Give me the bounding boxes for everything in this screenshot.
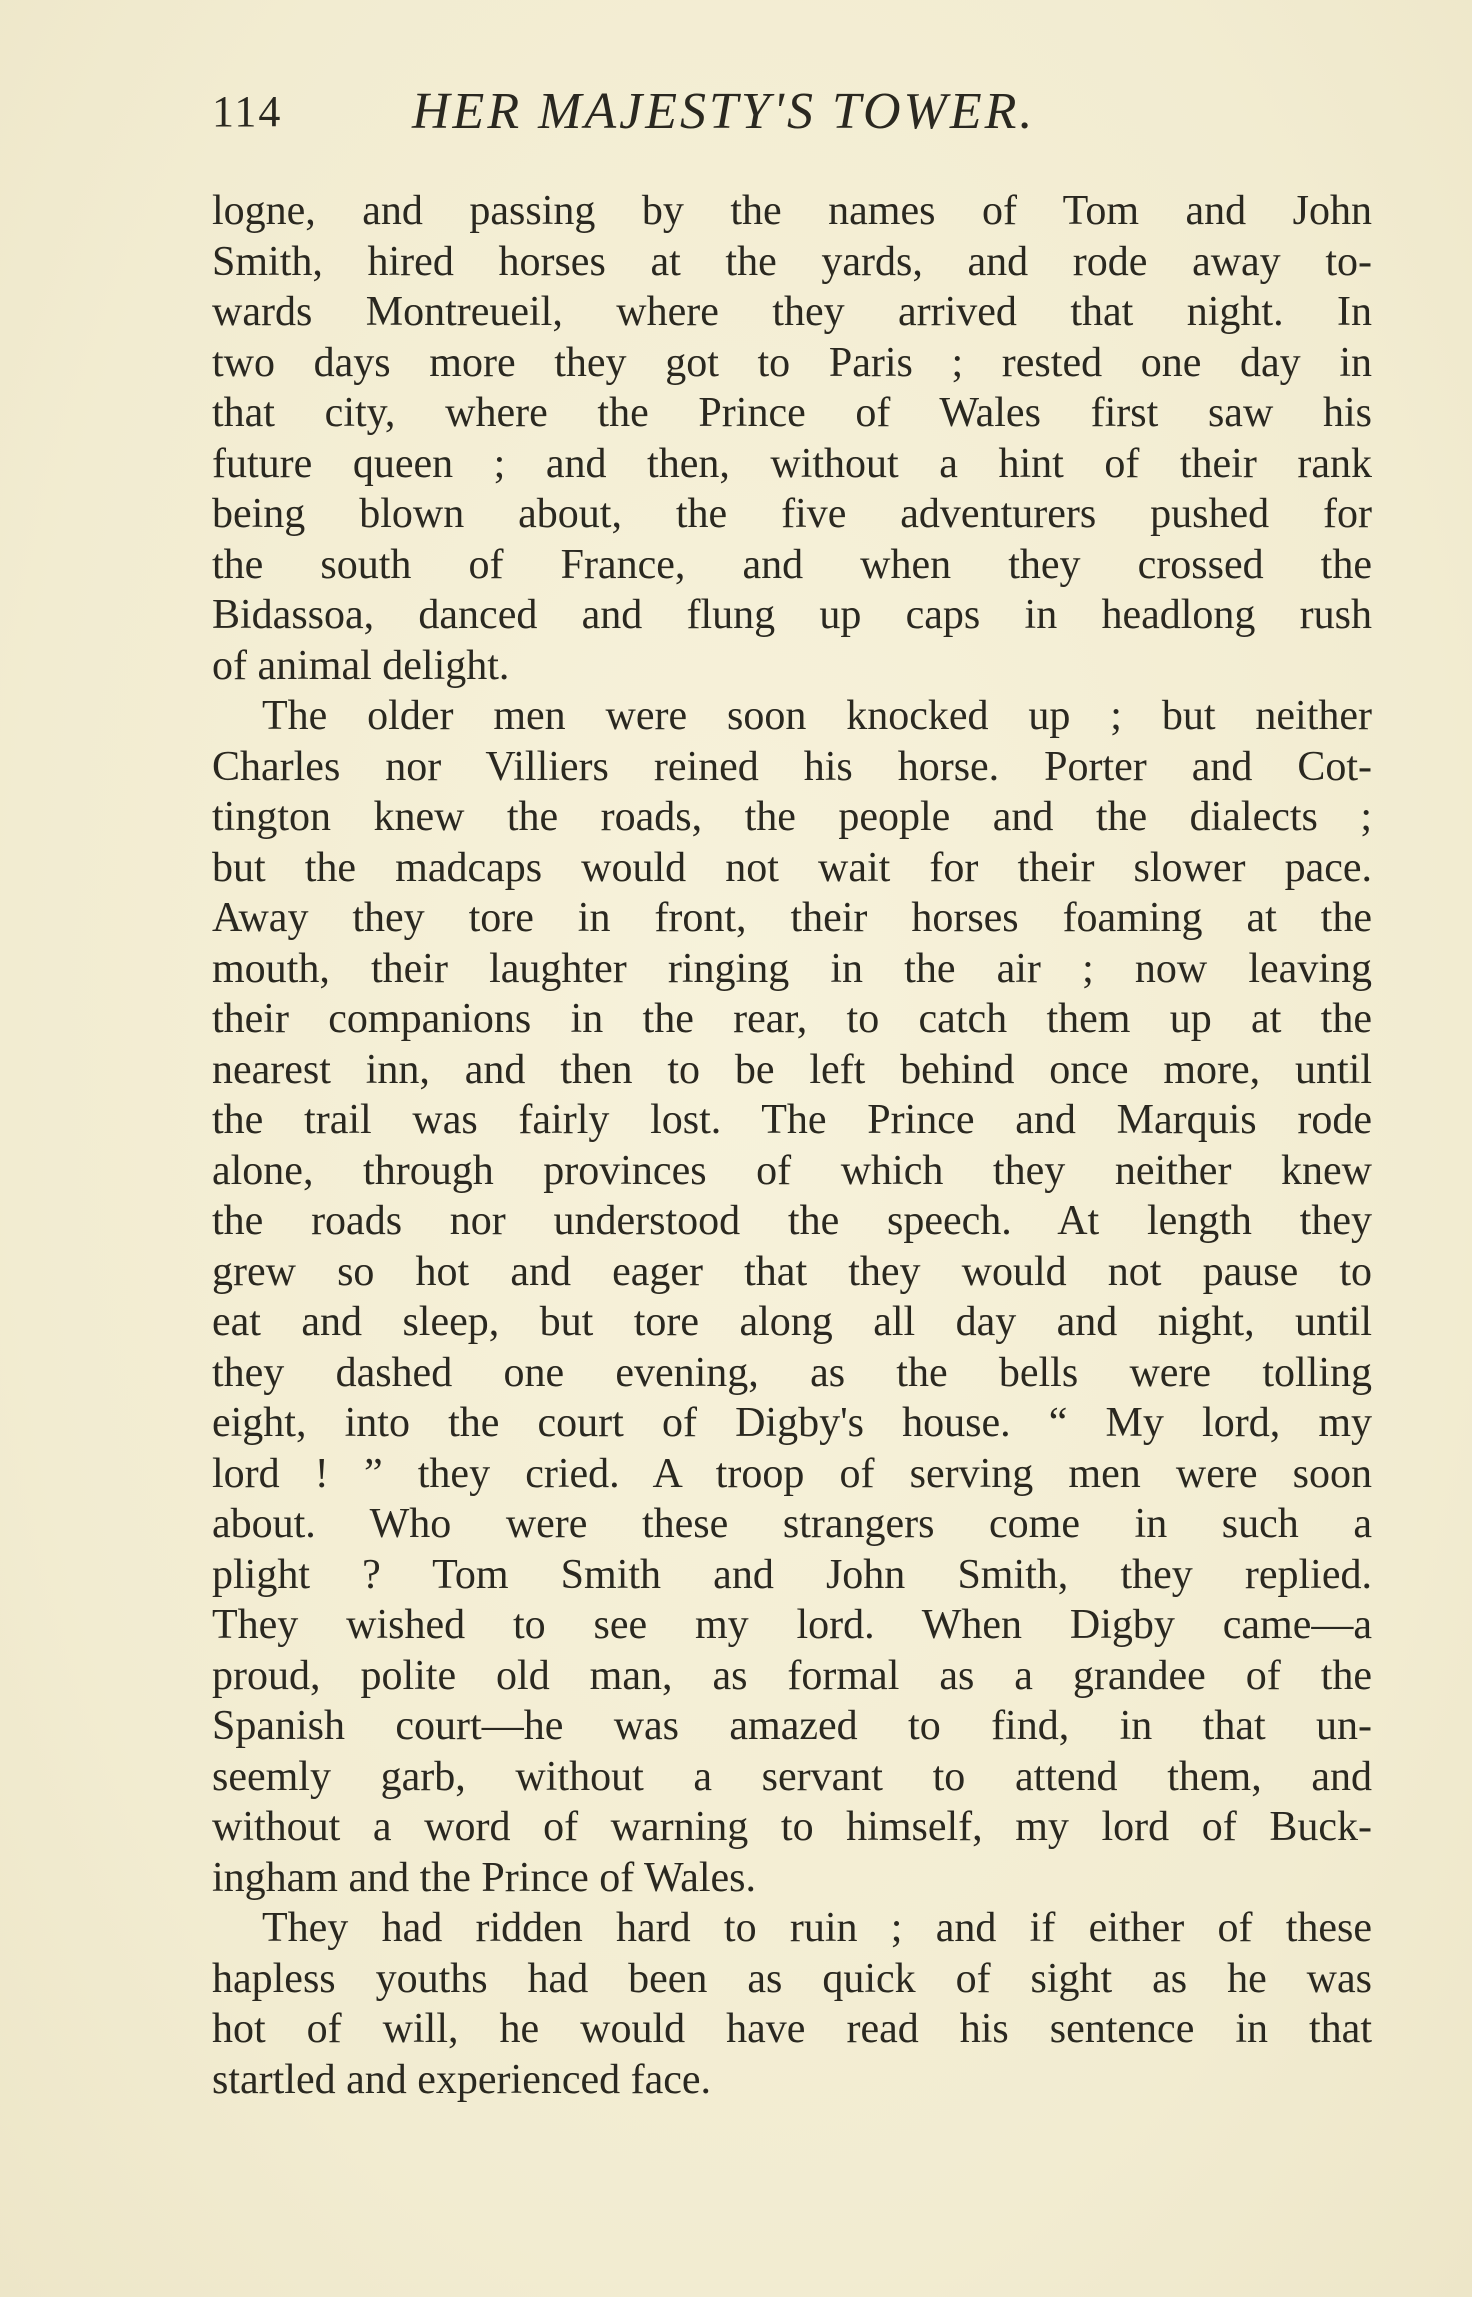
text-line: the roads nor understood the speech. At length they	[212, 1198, 1372, 1244]
text-line: they dashed one evening, as the bells were tolling	[212, 1349, 1372, 1396]
text-line: that city, where the Prince of Wales first saw his	[212, 390, 1372, 436]
text-line: the south of France, and when they crossed the	[212, 541, 1372, 588]
text-line: hot of will, he would have read his sentence in that	[212, 2006, 1372, 2052]
page-number: 114	[212, 87, 283, 136]
text-line: hapless youths had been as quick of sight as he was	[212, 1955, 1372, 2002]
text-line: They wished to see my lord. When Digby came—a	[212, 1602, 1372, 1648]
text-line: the trail was fairly lost. The Prince and Marquis rode	[212, 1097, 1372, 1143]
text-line: of animal delight.	[212, 642, 510, 689]
text-line: wards Montreueil, where they arrived that night. In	[212, 289, 1372, 335]
text-line: two days more they got to Paris ; rested one day in	[212, 339, 1372, 386]
text-line: startled and experienced face.	[212, 2056, 712, 2103]
text-line: The older men were soon knocked up ; but neither	[262, 693, 1372, 739]
text-line: alone, through provinces of which they neither knew	[212, 1147, 1372, 1194]
text-line: being blown about, the five adventurers pushed for	[212, 491, 1372, 537]
text-line: eat and sleep, but tore along all day and night, until	[212, 1299, 1372, 1345]
text-line: seemly garb, without a servant to attend them, and	[212, 1753, 1372, 1800]
running-head	[212, 82, 1212, 152]
text-line: mouth, their laughter ringing in the air ; now leaving	[212, 945, 1372, 992]
running-title: HER MAJESTY'S TOWER.	[412, 83, 1036, 140]
text-line: tington knew the roads, the people and the dialects ;	[212, 794, 1372, 840]
text-line: future queen ; and then, without a hint of their rank	[212, 440, 1372, 487]
text-line: proud, polite old man, as formal as a grandee of the	[212, 1652, 1372, 1699]
text-line: Charles nor Villiers reined his horse. Porter and Cot-	[212, 743, 1372, 790]
text-line: plight ? Tom Smith and John Smith, they replied.	[212, 1551, 1372, 1598]
text-line: They had ridden hard to ruin ; and if either of these	[262, 1905, 1372, 1951]
text-line: eight, into the court of Digby's house. “ My lord, my	[212, 1400, 1372, 1446]
body-text	[212, 186, 1372, 2105]
text-line: but the madcaps would not wait for their slower pace.	[212, 844, 1372, 891]
text-line: without a word of warning to himself, my lord of Buck-	[212, 1804, 1372, 1850]
text-line: their companions in the rear, to catch them up at the	[212, 996, 1372, 1042]
text-line: logne, and passing by the names of Tom and John	[212, 188, 1372, 234]
text-line: Smith, hired horses at the yards, and rode away to-	[212, 238, 1372, 285]
text-line: Spanish court—he was amazed to find, in that un-	[212, 1703, 1372, 1749]
text-line: ingham and the Prince of Wales.	[212, 1854, 757, 1901]
text-line: nearest inn, and then to be left behind once more, until	[212, 1046, 1372, 1093]
text-line: Away they tore in front, their horses foaming at the	[212, 895, 1372, 941]
text-line: Bidassoa, danced and flung up caps in headlong rush	[212, 592, 1372, 638]
text-line: lord ! ” they cried. A troop of serving men were soon	[212, 1450, 1372, 1497]
text-line: about. Who were these strangers come in such a	[212, 1501, 1372, 1547]
text-line: grew so hot and eager that they would not pause to	[212, 1248, 1372, 1295]
